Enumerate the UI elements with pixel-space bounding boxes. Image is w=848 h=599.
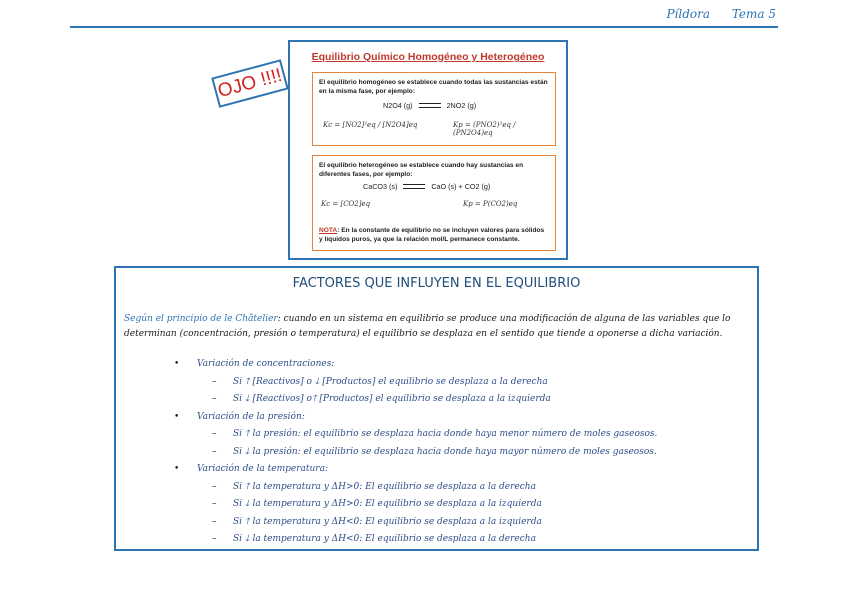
- group-label: Variación de la presión:: [197, 411, 305, 422]
- rule-text: Si 🡑 [Reactivos] o 🡓 [Productos] el equilibrio se desplaza a la derecha: [233, 376, 548, 387]
- list-item: [174, 461, 657, 479]
- rule-text: Si 🡑 la presión: el equilibrio se desplaza hacia donde haya menor número de moles gaseosos.: [233, 429, 658, 439]
- heterogeneous-text: El equilibrio heterogéneo se establece cuando hay sustancias en diferentes fases, por ejemplo:: [319, 162, 524, 178]
- dash-icon: –: [212, 516, 217, 527]
- rule-text: Si 🡑 la temperatura y ΔH<0: El equilibrio se desplaza a la izquierda: [233, 516, 542, 527]
- note-label: NOTA: [319, 227, 338, 234]
- list-item: [174, 356, 657, 374]
- list-item: [174, 479, 657, 497]
- ojo-stamp: OJO !!!!: [211, 59, 289, 108]
- homogeneous-box: [312, 72, 556, 146]
- rule-text: Si 🡑 la temperatura y ΔH>0: El equilibrio se desplaza a la derecha: [233, 481, 536, 492]
- heterogeneous-note: [319, 227, 549, 244]
- heterogeneous-kc: Kc = [CO2]eq: [321, 200, 371, 208]
- homogeneous-reactant: N2O4 (g): [383, 101, 413, 110]
- heterogeneous-product: CaO (s) + CO2 (g): [431, 182, 491, 191]
- rule-text: Si 🡓 la temperatura y ΔH<0: El equilibrio se desplaza a la derecha: [233, 534, 536, 544]
- header-text: [648, 7, 776, 21]
- heterogeneous-reaction: [363, 182, 490, 191]
- list-item: [174, 409, 657, 427]
- heterogeneous-reactant: CaCO3 (s): [363, 182, 398, 191]
- equilibrium-card-title: Equilibrio Químico Homogéneo y Heterogéneo: [311, 51, 545, 63]
- dash-icon: –: [212, 481, 217, 492]
- note-text: : En la constante de equilibrio no se incluyen valores para sólidos y líquidos puros, ya que la relación mol/L permanece constante.: [319, 227, 545, 243]
- factors-title: FACTORES QUE INFLUYEN EN EL EQUILIBRIO: [292, 276, 581, 291]
- intro-rest: : cuando en un sistema en equilibrio se produce una modificación de alguna de las variables que lo determinan (concentración, presión o temperatura) el equilibrio se desplaza en el sentido que tiende a oponerse a dicha variación.: [124, 314, 731, 339]
- dash-icon: –: [212, 446, 217, 457]
- list-item: [174, 514, 657, 532]
- page-header: [70, 0, 778, 28]
- group-label: Variación de concentraciones:: [197, 359, 335, 369]
- list-item: [174, 444, 657, 462]
- homogeneous-product: 2NO2 (g): [446, 101, 477, 110]
- chatelier-intro: [124, 312, 747, 342]
- rule-text: Si 🡓 la presión: el equilibrio se desplaza hacia donde haya mayor número de moles gaseosos.: [233, 446, 657, 457]
- heterogeneous-box: [312, 155, 556, 251]
- homogeneous-text: El equilibrio homogéneo se establece cuando todas las sustancias están en la misma fase, por ejemplo:: [319, 79, 548, 95]
- list-item: [174, 391, 657, 409]
- heterogeneous-kp: Kp = P(CO2)eq: [463, 200, 518, 208]
- intro-lead: Según el principio de le Chãtelier: [124, 314, 278, 324]
- list-item: [174, 531, 657, 549]
- rule-text: Si 🡓 [Reactivos] o🡑 [Productos] el equilibrio se desplaza a la izquierda: [233, 394, 551, 404]
- group-label: Variación de la temperatura:: [197, 464, 328, 474]
- homogeneous-kc: Kc = [NO2]²eq / [N2O4]eq: [323, 121, 418, 129]
- dash-icon: –: [212, 394, 217, 404]
- header-topic: Tema 5: [731, 7, 776, 21]
- equilibrium-card: [288, 40, 568, 260]
- equilibrium-arrows-icon: [403, 184, 425, 190]
- header-label: Píldora: [666, 7, 711, 21]
- factors-box: [114, 266, 759, 551]
- factors-list: [174, 356, 657, 549]
- rule-text: Si 🡓 la temperatura y ΔH>0: El equilibrio se desplaza a la izquierda: [233, 499, 542, 509]
- dash-icon: –: [212, 429, 217, 439]
- header-divider: [70, 26, 778, 28]
- homogeneous-reaction: [383, 101, 476, 110]
- dash-icon: –: [212, 499, 217, 509]
- list-item: [174, 374, 657, 392]
- list-item: [174, 426, 657, 444]
- dash-icon: –: [212, 376, 217, 387]
- list-item: [174, 496, 657, 514]
- homogeneous-kp: Kp = (PNO2)²eq / (PN2O4)eq: [453, 121, 516, 137]
- dash-icon: –: [212, 534, 217, 544]
- equilibrium-arrows-icon: [419, 103, 441, 109]
